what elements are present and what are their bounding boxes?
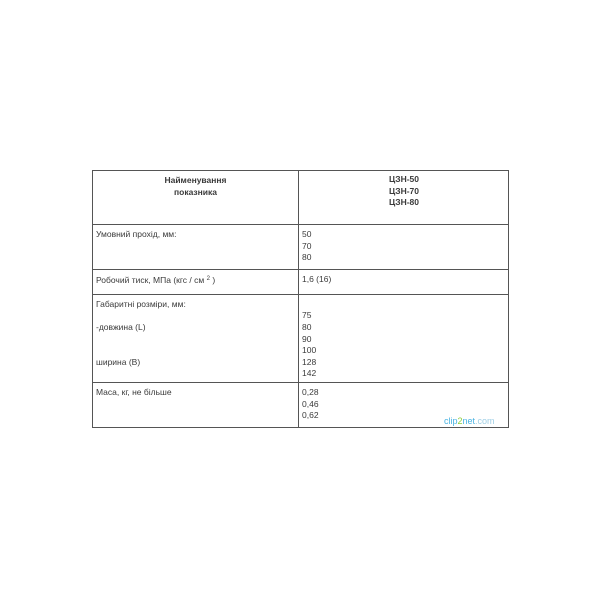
header-model-80: ЦЗН-80	[389, 197, 419, 208]
overall-dimensions-length-label: -довжина (L)	[96, 321, 146, 332]
overall-dimensions-value-5: 128	[302, 356, 317, 367]
working-pressure-label-cell	[93, 270, 299, 295]
overall-dimensions-label-cell	[93, 294, 299, 382]
header-model-70: ЦЗН-70	[389, 185, 419, 196]
working-pressure-label-prefix: Робочий тиск, МПа (кгс / см	[96, 275, 205, 286]
overall-dimensions-width-label: ширина (B)	[96, 356, 141, 367]
header-model-50: ЦЗН-50	[389, 174, 419, 184]
watermark-part-com: .com	[475, 416, 495, 426]
overall-dimensions-value-2: 80	[302, 321, 312, 332]
overall-dimensions-values-cell	[299, 294, 509, 382]
watermark-logo	[444, 416, 495, 426]
specifications-table	[92, 170, 509, 428]
working-pressure-label-sup: 2	[206, 276, 210, 283]
watermark-part-clip: clip	[444, 416, 458, 426]
header-models	[299, 171, 509, 225]
table-row-overall-dimensions	[93, 294, 509, 382]
nominal-bore-value-3: 80	[302, 252, 312, 263]
nominal-bore-label-cell	[93, 225, 299, 270]
watermark-part-net: net	[462, 416, 476, 426]
header-name-line1: Найменування	[164, 175, 227, 185]
nominal-bore-values-cell	[299, 225, 509, 270]
table-header-row	[93, 171, 509, 225]
watermark-part-2: 2	[457, 416, 463, 426]
mass-value-2: 0,46	[302, 398, 319, 409]
overall-dimensions-value-1: 75	[302, 310, 312, 321]
table-row-nominal-bore	[93, 225, 509, 270]
overall-dimensions-label: Габаритні розміри, мм:	[96, 298, 186, 309]
header-name-line2: показника	[174, 186, 217, 197]
overall-dimensions-value-6: 142	[302, 368, 317, 379]
header-indicator-name	[93, 171, 299, 225]
mass-value-3: 0,62	[302, 410, 319, 421]
working-pressure-label	[96, 274, 298, 287]
mass-value-1: 0,28	[302, 386, 319, 397]
mass-label: Маса, кг, не більше	[96, 386, 172, 397]
nominal-bore-label: Умовний прохід, мм:	[96, 229, 177, 240]
nominal-bore-value-2: 70	[302, 240, 312, 251]
mass-label-cell	[93, 382, 299, 427]
overall-dimensions-value-3: 90	[302, 333, 312, 344]
working-pressure-value-cell	[299, 270, 509, 295]
working-pressure-value: 1,6 (16)	[302, 274, 332, 285]
working-pressure-label-suffix: )	[212, 275, 216, 286]
overall-dimensions-value-4: 100	[302, 345, 317, 356]
nominal-bore-value-1: 50	[302, 229, 312, 240]
table-row-working-pressure	[93, 270, 509, 295]
